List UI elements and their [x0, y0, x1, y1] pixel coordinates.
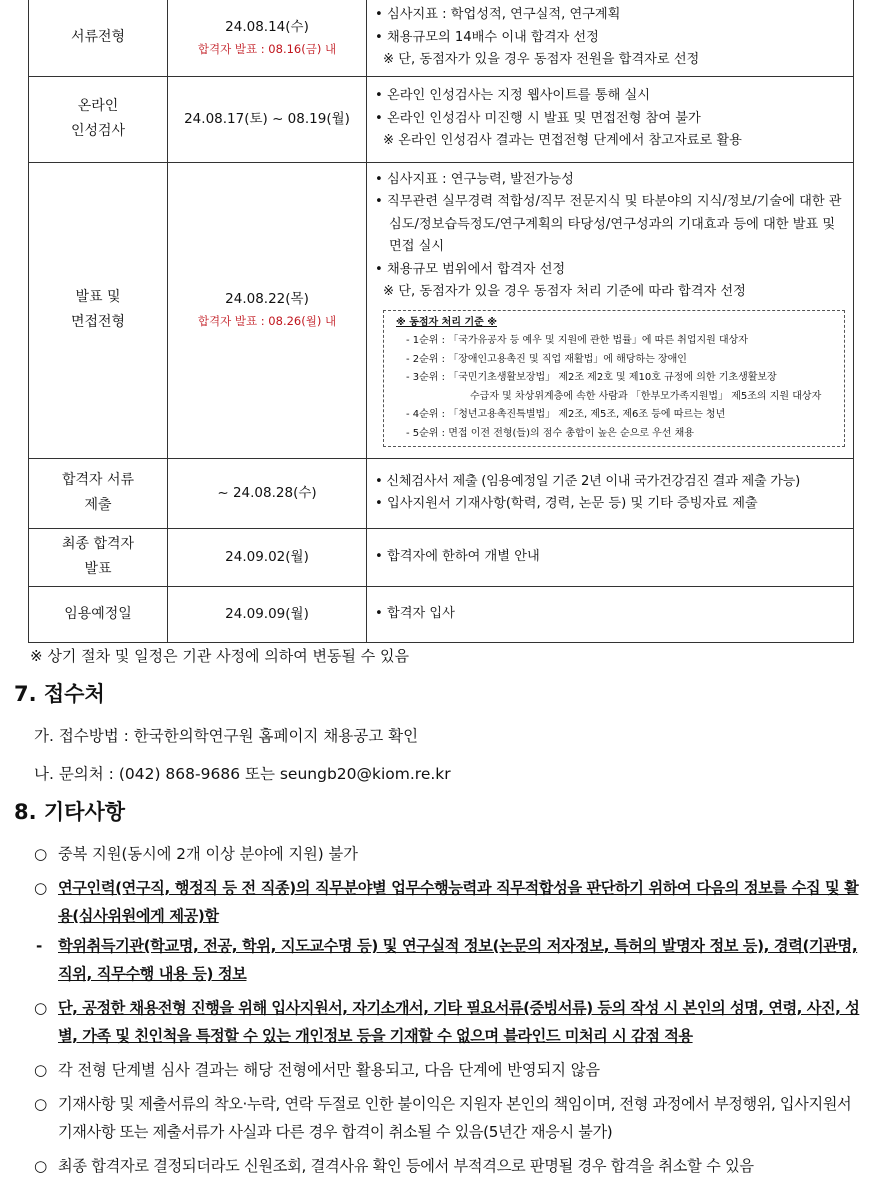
result-announce-note: 합격자 발표 : 08.16(금) 내 — [197, 41, 337, 56]
content-cell: • 합격자 입사 — [367, 586, 854, 642]
list-item: ○ 기재사항 및 제출서류의 착오·누락, 연락 두절로 인한 불이익은 지원자 본인의 책임이며, 전형 과정에서 부정행위, 입사지원서 기재사항 또는 제출서류가 사실과 다른 경우 합격이 취소될 수 있음(5년간 재응시 불가) — [34, 1090, 864, 1146]
tie-breaker-box — [383, 310, 845, 448]
table-row — [29, 458, 854, 528]
schedule-change-note: ※ 상기 절차 및 일정은 기관 사정에 의하여 변동될 수 있음 — [30, 647, 410, 665]
circle-marker: ○ — [34, 1157, 48, 1175]
stage-cell: 임용예정일 — [29, 586, 168, 642]
dash-marker: - — [36, 937, 43, 955]
schedule-table — [28, 0, 854, 643]
table-row — [29, 586, 854, 642]
content-cell: • 온라인 인성검사는 지정 웹사이트를 통해 실시 • 온라인 인성검사 미진행 시 발표 및 면접전형 참여 불가 ※ 온라인 인성검사 결과는 면접전형 단계에서 참고자료로 활용 — [367, 76, 854, 162]
date-cell: ~ 24.08.28(수) — [168, 458, 367, 528]
content-cell: • 신체검사서 제출 (임용예정일 기준 2년 이내 국가건강검진 결과 제출 가능) • 입사지원서 기재사항(학력, 경력, 논문 등) 및 기타 증빙자료 제출 — [367, 458, 854, 528]
table-row — [29, 76, 854, 162]
content-cell: • 심사지표 : 연구능력, 발전가능성 • 직무관련 실무경력 적합성/직무 전문지식 및 타분야의 지식/정보/기술에 대한 관심도/정보습득정도/연구계획의 타당성/연구성과의 기대효과 등에 대한 발표 및 면접 실시 • 채용규모 범위에서 합격자 선정 ※ 단, 동점자가 있을 경우 동점자 처리 기준에 따라 합격자 선정 ※ 동점자 처리 기준 ※ - 1순위 : 「국가유공자 등 예우 및 지원에 관한 법률」에 따른 취업지원 대상자 - 2순위 : 「장애인고용촉진 및 직업 재활법」에 해당하는 장애인 - 3순위 : 「국민기초생활보장법」 제2조 제2호 및 제10호 규정에 의한 기초생활보장 수급자 및 차상위계층에 속한 사람과 「한부모가족지원법」 제5조의 지원 대상자 - 4순위 : 「청년고용촉진특별법」 제2조, 제5조, 제6조 등에 따르는 청년 - 5순위 : 면접 이전 전형(들)의 점수 총합이 높은 순으로 우선 채용 — [367, 162, 854, 458]
circle-marker: ○ — [34, 879, 48, 897]
date-cell: 24.09.02(월) — [168, 528, 367, 586]
tie-rank: - 3순위 : 「국민기초생활보장법」 제2조 제2호 및 제10호 규정에 의한 기초생활보장 — [406, 372, 777, 384]
list-item: ○ 연구인력(연구직, 행정직 등 전 직종)의 직무분야별 업무수행능력과 직무적합성을 판단하기 위하여 다음의 정보를 수집 및 활용(심사위원에게 제공)함 — [34, 874, 864, 930]
table-row — [29, 528, 854, 586]
application-method: 가. 접수방법 : 한국한의학연구원 홈페이지 채용공고 확인 — [34, 727, 419, 745]
list-item: ○ 중복 지원(동시에 2개 이상 분야에 지원) 불가 — [34, 840, 864, 868]
list-item: ○ 각 전형 단계별 심사 결과는 해당 전형에서만 활용되고, 다음 단계에 반영되지 않음 — [34, 1056, 864, 1084]
circle-marker: ○ — [34, 999, 48, 1017]
date-cell: 24.08.22(목) 합격자 발표 : 08.26(월) 내 — [168, 162, 367, 458]
tie-breaker-title: ※ 동점자 처리 기준 ※ — [396, 316, 497, 328]
date-cell: 24.08.14(수) 합격자 발표 : 08.16(금) 내 — [168, 0, 367, 76]
date-cell: 24.09.09(월) — [168, 586, 367, 642]
tie-rank: - 2순위 : 「장애인고용촉진 및 직업 재활법」에 해당하는 장애인 — [406, 353, 687, 365]
circle-marker: ○ — [34, 1095, 48, 1113]
stage-cell: 서류전형 — [29, 0, 168, 76]
section-7-heading: 7. 접수처 — [14, 682, 105, 706]
table-row — [29, 162, 854, 458]
content-cell: • 합격자에 한하여 개별 안내 — [367, 528, 854, 586]
contact-info: 나. 문의처 : (042) 868-9686 또는 seungb20@kiom.re.kr — [34, 765, 451, 783]
content-cell: • 심사지표 : 학업성적, 연구실적, 연구계획 • 채용규모의 14배수 이내 합격자 선정 ※ 단, 동점자가 있을 경우 동점자 전원을 합격자로 선정 — [367, 0, 854, 76]
tie-rank: - 5순위 : 면접 이전 전형(들)의 점수 총합이 높은 순으로 우선 채용 — [406, 427, 694, 439]
tie-rank: - 1순위 : 「국가유공자 등 예우 및 지원에 관한 법률」에 따른 취업지원 대상자 — [406, 335, 748, 347]
stage-cell: 합격자 서류 제출 — [29, 458, 168, 528]
circle-marker: ○ — [34, 1061, 48, 1079]
tie-rank-continued: 수급자 및 차상위계층에 속한 사람과 「한부모가족지원법」 제5조의 지원 대상자 — [470, 390, 822, 402]
stage-cell: 발표 및 면접전형 — [29, 162, 168, 458]
section-8-heading: 8. 기타사항 — [14, 800, 126, 824]
result-announce-note: 합격자 발표 : 08.26(월) 내 — [197, 314, 337, 328]
circle-marker: ○ — [34, 845, 48, 863]
stage-cell: 최종 합격자 발표 — [29, 528, 168, 586]
tie-rank: - 4순위 : 「청년고용촉진특별법」 제2조, 제5조, 제6조 등에 따르는 청년 — [406, 409, 726, 421]
list-item: ○ 단, 공정한 채용전형 진행을 위해 입사지원서, 자기소개서, 기타 필요서류(증빙서류) 등의 작성 시 본인의 성명, 연령, 사진, 성별, 가족 및 친인척을 특정할 수 있는 개인정보 등을 기재할 수 없으며 블라인드 미처리 시 감점 적용 — [34, 994, 864, 1050]
list-item: - 학위취득기관(학교명, 전공, 학위, 지도교수명 등) 및 연구실적 정보(논문의 저자정보, 특허의 발명자 정보 등), 경력(기관명, 직위, 직무수행 내용 등) 정보 — [34, 932, 864, 988]
list-item: ○ 최종 합격자로 결정되더라도 신원조회, 결격사유 확인 등에서 부적격으로 판명될 경우 합격을 취소할 수 있음 — [34, 1152, 864, 1180]
date-cell: 24.08.17(토) ~ 08.19(월) — [168, 76, 367, 162]
table-row — [29, 0, 854, 76]
stage-cell: 온라인 인성검사 — [29, 76, 168, 162]
